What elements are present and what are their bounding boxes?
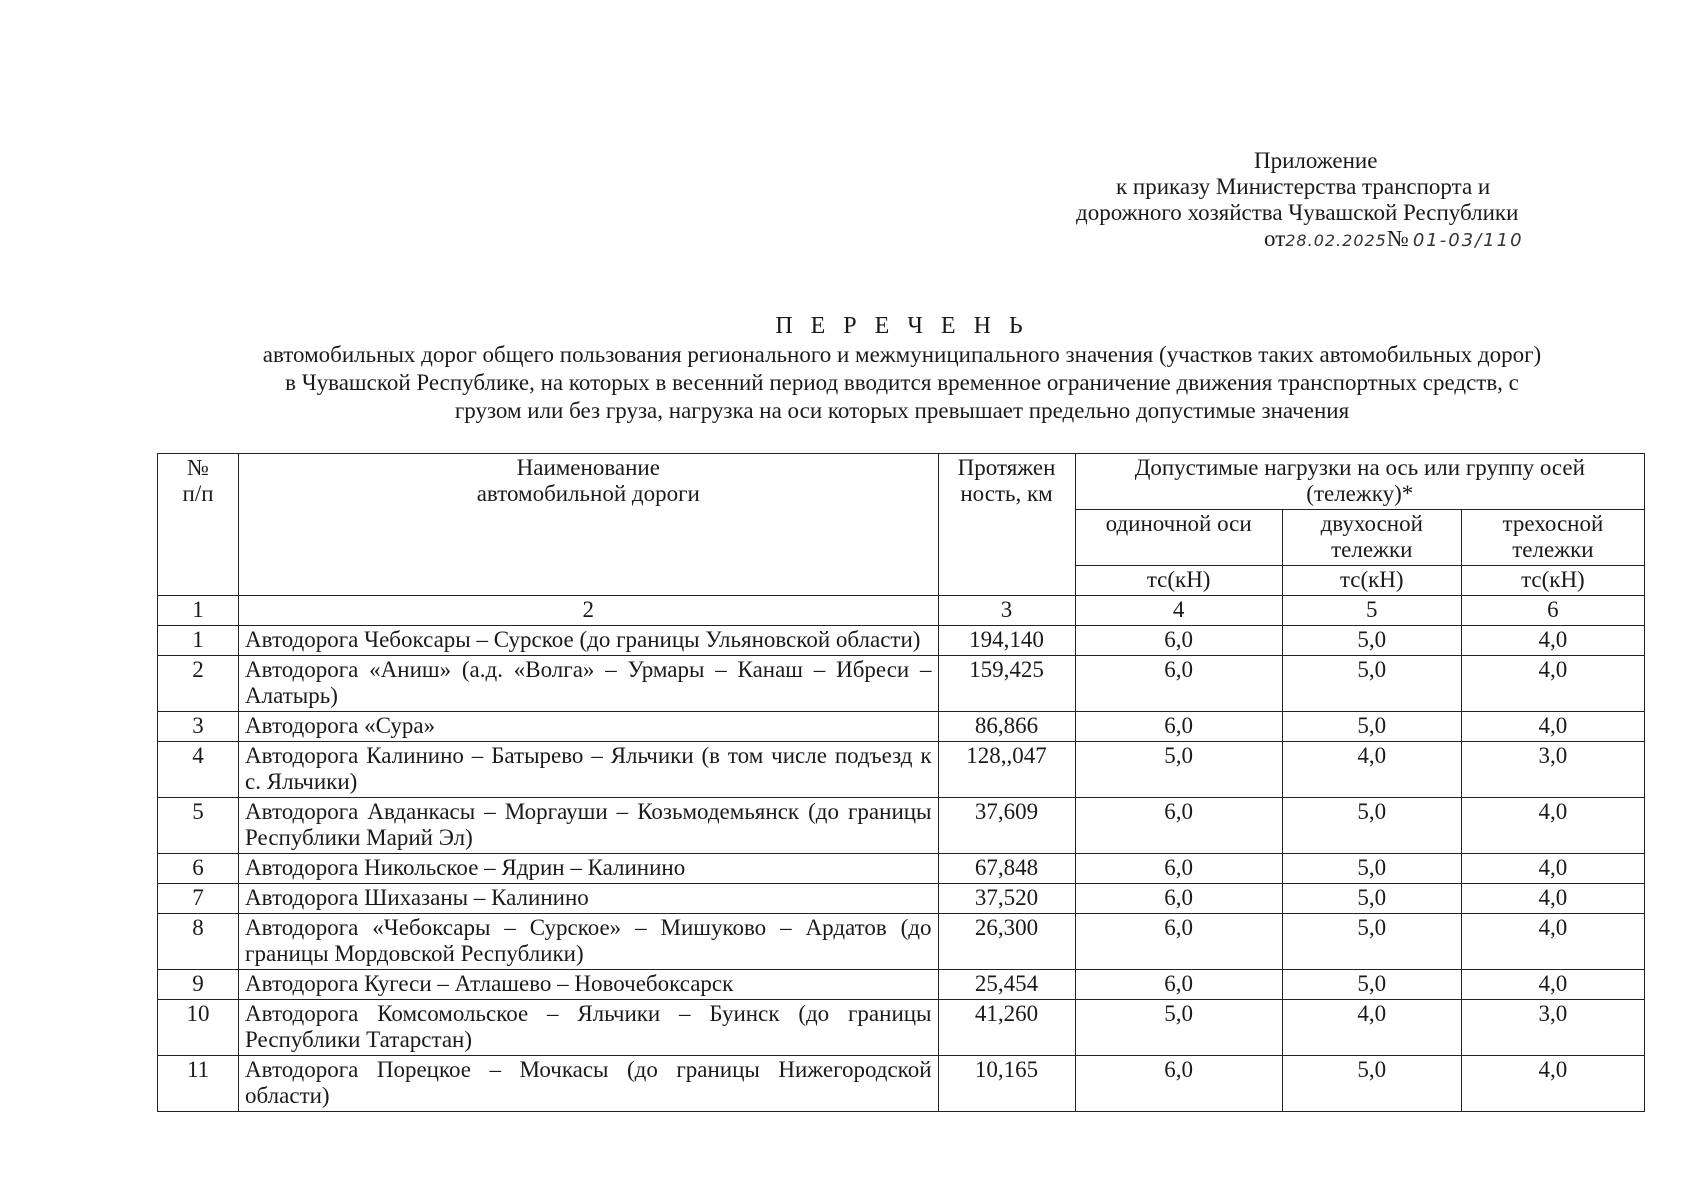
load-triple-bogie: 4,0 [1461,970,1644,1000]
date-prefix: от [1264,226,1286,251]
load-single-axle: 5,0 [1075,742,1282,798]
table-row [158,970,1645,1000]
load-double-bogie: 4,0 [1282,742,1461,798]
road-length: 37,609 [938,798,1075,854]
load-single-axle: 6,0 [1075,884,1282,914]
header-num: № п/п [158,454,239,596]
load-double-bogie: 5,0 [1282,914,1461,970]
row-number: 3 [158,712,239,742]
road-length: 128,,047 [938,742,1075,798]
load-triple-bogie: 3,0 [1461,1000,1644,1056]
appendix-title: Приложение [1254,148,1378,173]
load-single-axle: 6,0 [1075,656,1282,712]
road-length: 159,425 [938,656,1075,712]
load-triple-bogie: 3,0 [1461,742,1644,798]
row-number: 8 [158,914,239,970]
load-single-axle: 6,0 [1075,1056,1282,1112]
number-prefix: № [1386,226,1409,251]
road-length: 10,165 [938,1056,1075,1112]
header-length: Протяжен ность, км [938,454,1075,596]
column-number: 3 [938,596,1075,626]
road-length: 37,520 [938,884,1075,914]
load-double-bogie: 5,0 [1282,884,1461,914]
road-name: Автодорога Шихазаны – Калинино [239,884,938,914]
load-double-bogie: 5,0 [1282,1056,1461,1112]
header-triple-bogie: трехосной тележки [1461,510,1644,566]
load-double-bogie: 5,0 [1282,712,1461,742]
road-length: 26,300 [938,914,1075,970]
load-single-axle: 6,0 [1075,626,1282,656]
header-double-bogie: двухосной тележки [1282,510,1461,566]
column-number: 6 [1461,596,1644,626]
row-number: 11 [158,1056,239,1112]
load-triple-bogie: 4,0 [1461,884,1644,914]
load-triple-bogie: 4,0 [1461,914,1644,970]
column-number: 1 [158,596,239,626]
road-name: Автодорога Авданкасы – Моргауши – Козьмодемьянск (до границы Республики Марий Эл) [239,798,938,854]
load-single-axle: 6,0 [1075,712,1282,742]
table-row [158,798,1645,854]
row-number: 10 [158,1000,239,1056]
road-name: Автодорога Никольское – Ядрин – Калинино [239,854,938,884]
road-name: Автодорога Чебоксары – Сурское (до границы Ульяновской области) [239,626,938,656]
load-single-axle: 5,0 [1075,1000,1282,1056]
table-row [158,884,1645,914]
table-row [158,1056,1645,1112]
column-number: 2 [239,596,938,626]
table-row [158,1000,1645,1056]
appendix-block [1040,148,1680,254]
column-numbers-row [158,596,1645,626]
road-length: 86,866 [938,712,1075,742]
column-number: 4 [1075,596,1282,626]
road-name: Автодорога Порецкое – Мочкасы (до границы Нижегородской области) [239,1056,938,1112]
road-name: Автодорога «Чебоксары – Сурское» – Мишуково – Ардатов (до границы Мордовской Республики) [239,914,938,970]
load-single-axle: 6,0 [1075,970,1282,1000]
row-number: 2 [158,656,239,712]
load-single-axle: 6,0 [1075,854,1282,884]
road-name: Автодорога Комсомольское – Яльчики – Буинск (до границы Республики Татарстан) [239,1000,938,1056]
unit-double: тс(кН) [1282,566,1461,596]
load-triple-bogie: 4,0 [1461,1056,1644,1112]
road-length: 41,260 [938,1000,1075,1056]
roads-table [157,453,1645,1112]
heading-title: П Е Р Е Ч Е Н Ь [775,313,1029,339]
document-heading [160,312,1644,425]
road-length: 25,454 [938,970,1075,1000]
heading-line-3: грузом или без груза, нагрузка на оси которых превышает предельно допустимые значения [454,398,1350,423]
load-double-bogie: 5,0 [1282,854,1461,884]
load-double-bogie: 5,0 [1282,626,1461,656]
header-name: Наименование автомобильной дороги [239,454,938,596]
road-name: Автодорога Кугеси – Атлашево – Новочебоксарск [239,970,938,1000]
table-row [158,656,1645,712]
header-loads: Допустимые нагрузки на ось или группу осей (тележку)* [1075,454,1644,510]
load-double-bogie: 5,0 [1282,970,1461,1000]
column-number: 5 [1282,596,1461,626]
row-number: 6 [158,854,239,884]
table-row [158,626,1645,656]
load-triple-bogie: 4,0 [1461,798,1644,854]
load-double-bogie: 5,0 [1282,656,1461,712]
load-triple-bogie: 4,0 [1461,712,1644,742]
road-name: Автодорога «Сура» [239,712,938,742]
header-single-axle: одиночной оси [1075,510,1282,566]
row-number: 5 [158,798,239,854]
road-length: 194,140 [938,626,1075,656]
handwritten-number: 01-03/110 [1412,230,1524,251]
road-length: 67,848 [938,854,1075,884]
road-name: Автодорога «Аниш» (а.д. «Волга» – Урмары – Канаш – Ибреси – Алатырь) [239,656,938,712]
load-triple-bogie: 4,0 [1461,626,1644,656]
appendix-order-ref [1040,226,1680,254]
table-row [158,914,1645,970]
heading-line-1: автомобильных дорог общего пользования регионального и межмуниципального значения (участков таких автомобильных дорог) [262,342,1542,367]
load-single-axle: 6,0 [1075,914,1282,970]
load-single-axle: 6,0 [1075,798,1282,854]
load-triple-bogie: 4,0 [1461,656,1644,712]
row-number: 7 [158,884,239,914]
row-number: 1 [158,626,239,656]
heading-line-2: в Чувашской Республике, на которых в весенний период вводится временное ограничение движения транспортных средств, с [285,370,1519,395]
table-row [158,854,1645,884]
table-row [158,742,1645,798]
appendix-line-2: дорожного хозяйства Чувашской Республики [1076,200,1519,225]
load-double-bogie: 4,0 [1282,1000,1461,1056]
unit-single: тс(кН) [1075,566,1282,596]
unit-triple: тс(кН) [1461,566,1644,596]
load-double-bogie: 5,0 [1282,798,1461,854]
handwritten-date: 28.02.2025 [1285,231,1387,250]
appendix-line-1: к приказу Министерства транспорта и [1116,174,1491,199]
table-row [158,712,1645,742]
road-name: Автодорога Калинино – Батырево – Яльчики (в том числе подъезд к с. Яльчики) [239,742,938,798]
row-number: 4 [158,742,239,798]
load-triple-bogie: 4,0 [1461,854,1644,884]
row-number: 9 [158,970,239,1000]
